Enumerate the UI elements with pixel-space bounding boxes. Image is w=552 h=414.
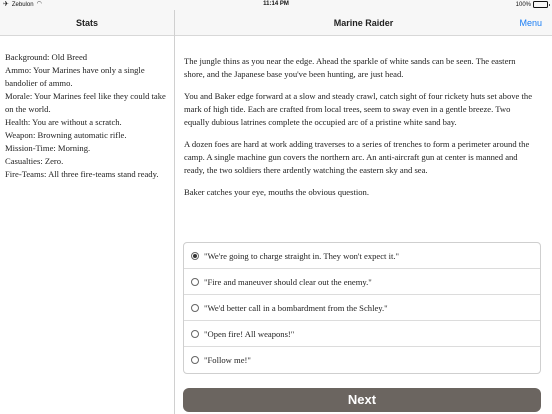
choice-option[interactable] xyxy=(184,269,540,295)
choice-label: "We'd better call in a bombardment from the Schley." xyxy=(204,302,388,313)
story-text xyxy=(184,55,536,208)
stat-ammo: Ammo: Your Marines have only a single bandolier of ammo. xyxy=(5,65,145,88)
status-bar xyxy=(0,0,552,10)
choice-label: "Follow me!" xyxy=(204,355,251,365)
choice-option[interactable] xyxy=(184,347,540,373)
stat-weapon: Weapon: Browning automatic rifle. xyxy=(5,130,127,140)
radio-icon[interactable] xyxy=(191,278,199,286)
story-paragraph: Baker catches your eye, mouths the obvious question. xyxy=(184,187,369,197)
battery-icon xyxy=(533,1,548,8)
wifi-icon: ◠ xyxy=(36,1,42,7)
carrier-name: Zebulon xyxy=(11,1,34,8)
stats-title: Stats xyxy=(75,18,98,28)
choice-label: "We're going to charge straight in. They won't expect it." xyxy=(204,250,400,261)
main-nav-bar xyxy=(175,10,552,36)
choice-option[interactable] xyxy=(184,243,540,269)
choice-label: "Open fire! All weapons!" xyxy=(204,328,295,339)
stat-morale: Morale: Your Marines feel like they could take on the world. xyxy=(5,91,166,114)
stats-list xyxy=(5,51,171,181)
stats-nav-bar xyxy=(0,10,174,36)
next-button[interactable]: Next xyxy=(183,388,541,412)
stat-health: Health: You are without a scratch. xyxy=(5,117,122,127)
stat-mission-time: Mission-Time: Morning. xyxy=(5,143,91,153)
choice-option[interactable] xyxy=(184,321,540,347)
split-divider xyxy=(174,10,175,414)
radio-icon[interactable] xyxy=(191,304,199,312)
radio-selected-icon[interactable] xyxy=(191,252,199,260)
stat-background: Background: Old Breed xyxy=(5,52,88,62)
page-title: Marine Raider xyxy=(333,18,394,28)
choice-option[interactable] xyxy=(184,295,540,321)
story-paragraph: You and Baker edge forward at a slow and steady crawl, catch sight of four rickety huts set above the mark of high tide. Each are crafted from local trees, seem to sway even in a gentle breeze. Two equally dubious latrines complete the occupied arc of a pristine white sand bay. xyxy=(184,91,533,127)
choice-label: "Fire and maneuver should clear out the enemy." xyxy=(204,276,372,287)
story-paragraph: A dozen foes are hard at work adding traverses to a series of trenches to form a perimeter around the camp. A single machine gun covers the northern arc. An anti-aircraft gun at center is manned and ready, the two soldiers there ardently watching the eastern sky and sea. xyxy=(184,139,530,175)
airplane-mode-icon: ✈ xyxy=(3,1,9,8)
radio-icon[interactable] xyxy=(191,356,199,364)
battery-percent: 100% xyxy=(515,1,531,8)
menu-button[interactable]: Menu xyxy=(519,18,542,28)
choice-list xyxy=(183,242,541,374)
stat-fire-teams: Fire-Teams: All three fire-teams stand ready. xyxy=(5,169,159,179)
status-time: 11:14 PM xyxy=(263,1,289,7)
radio-icon[interactable] xyxy=(191,330,199,338)
stat-casualties: Casualties: Zero. xyxy=(5,156,64,166)
battery-group xyxy=(516,1,548,8)
story-paragraph: The jungle thins as you near the edge. Ahead the sparkle of white sands can be seen. The eastern shore, and the Japanese base you've been hunting, are just head. xyxy=(184,56,516,79)
